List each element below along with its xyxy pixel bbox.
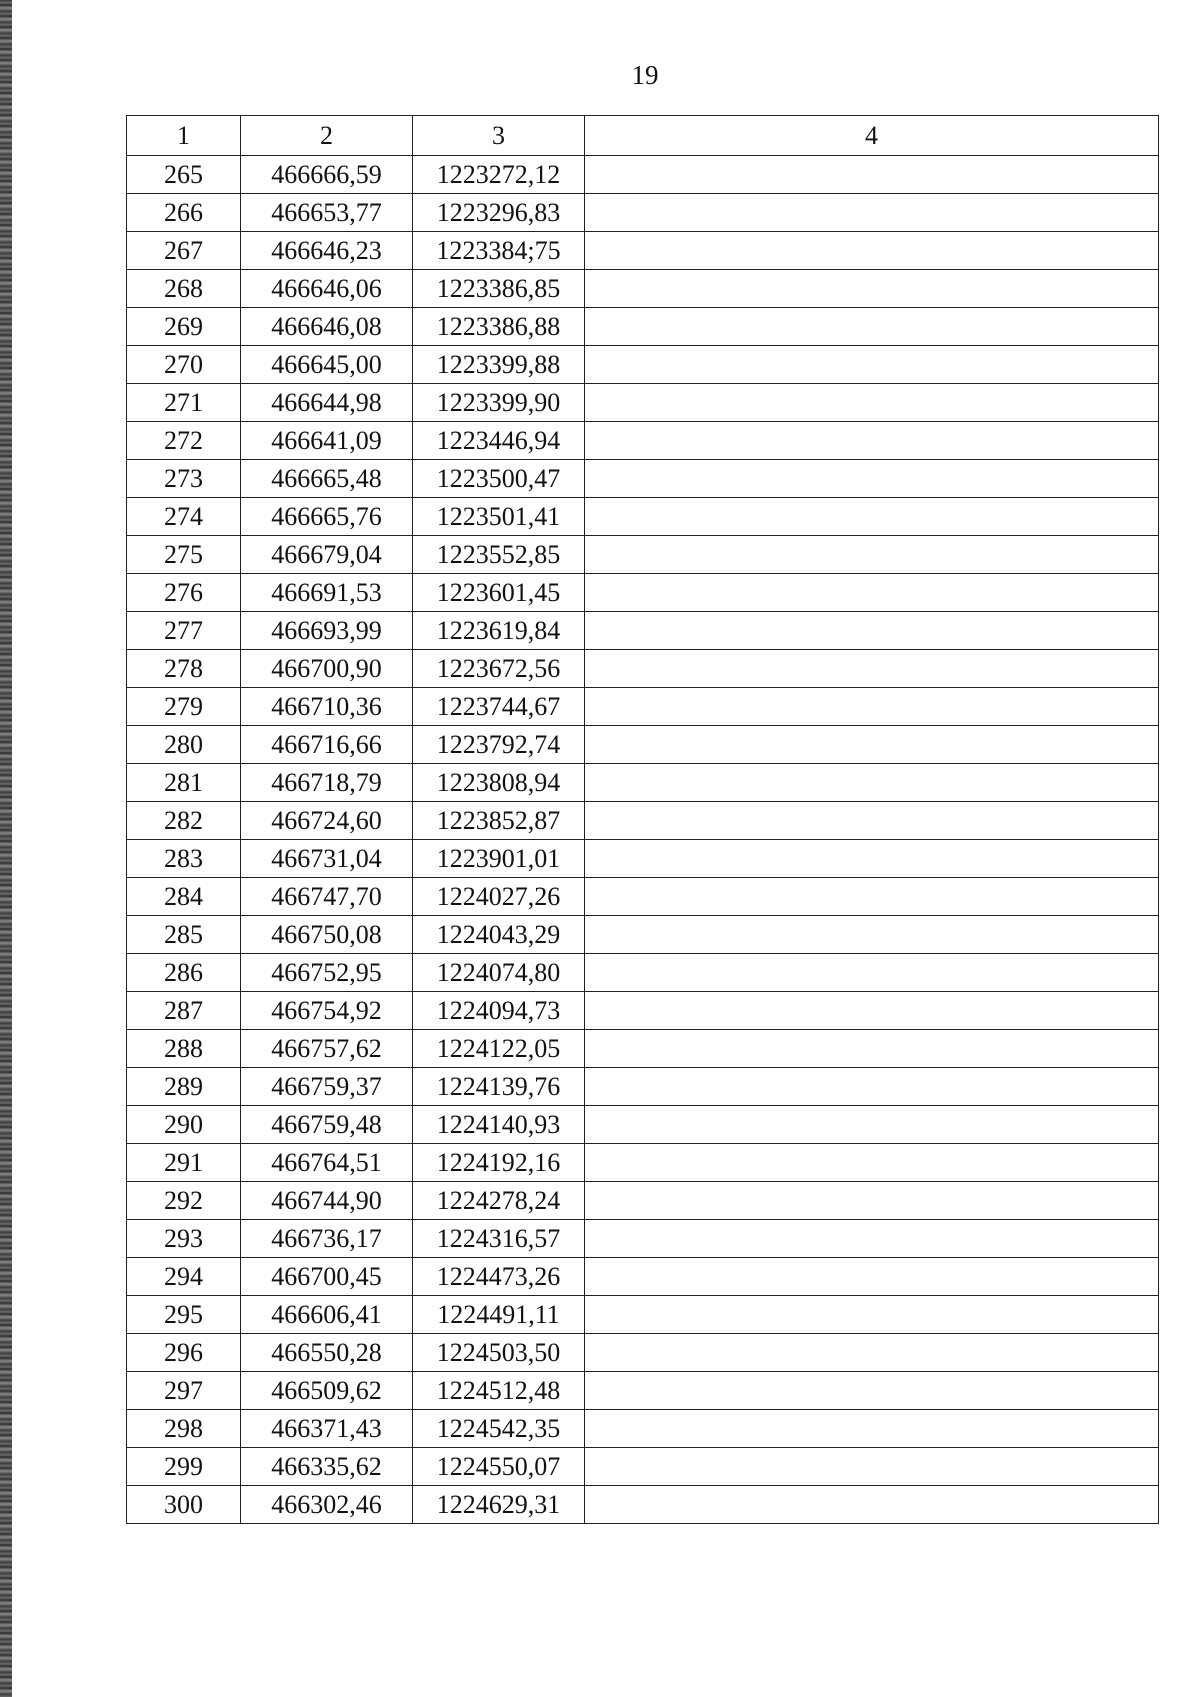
cell-y-coordinate: 1223601,45	[413, 574, 585, 612]
cell-y-coordinate: 1224512,48	[413, 1372, 585, 1410]
cell-note	[585, 764, 1159, 802]
cell-x-coordinate: 466371,43	[241, 1410, 413, 1448]
cell-x-coordinate: 466646,08	[241, 308, 413, 346]
cell-x-coordinate: 466691,53	[241, 574, 413, 612]
cell-y-coordinate: 1223500,47	[413, 460, 585, 498]
cell-y-coordinate: 1223852,87	[413, 802, 585, 840]
header-col-4: 4	[585, 116, 1159, 156]
cell-point-number: 293	[127, 1220, 241, 1258]
header-col-1: 1	[127, 116, 241, 156]
cell-y-coordinate: 1224192,16	[413, 1144, 585, 1182]
cell-y-coordinate: 1223501,41	[413, 498, 585, 536]
table-row	[127, 878, 1159, 916]
table-row	[127, 156, 1159, 194]
table-row	[127, 1296, 1159, 1334]
cell-point-number: 269	[127, 308, 241, 346]
cell-point-number: 276	[127, 574, 241, 612]
cell-x-coordinate: 466747,70	[241, 878, 413, 916]
cell-y-coordinate: 1224139,76	[413, 1068, 585, 1106]
cell-y-coordinate: 1224542,35	[413, 1410, 585, 1448]
cell-note	[585, 194, 1159, 232]
cell-y-coordinate: 1223384;75	[413, 232, 585, 270]
table-row	[127, 308, 1159, 346]
cell-note	[585, 574, 1159, 612]
cell-point-number: 290	[127, 1106, 241, 1144]
cell-point-number: 268	[127, 270, 241, 308]
cell-x-coordinate: 466754,92	[241, 992, 413, 1030]
table-row	[127, 802, 1159, 840]
table-row	[127, 612, 1159, 650]
cell-x-coordinate: 466646,06	[241, 270, 413, 308]
cell-note	[585, 1334, 1159, 1372]
cell-y-coordinate: 1223552,85	[413, 536, 585, 574]
cell-note	[585, 1144, 1159, 1182]
cell-point-number: 285	[127, 916, 241, 954]
cell-y-coordinate: 1224491,11	[413, 1296, 585, 1334]
cell-y-coordinate: 1223399,88	[413, 346, 585, 384]
cell-note	[585, 916, 1159, 954]
table-row	[127, 916, 1159, 954]
cell-x-coordinate: 466759,48	[241, 1106, 413, 1144]
cell-x-coordinate: 466606,41	[241, 1296, 413, 1334]
cell-note	[585, 384, 1159, 422]
cell-y-coordinate: 1223672,56	[413, 650, 585, 688]
cell-x-coordinate: 466731,04	[241, 840, 413, 878]
cell-y-coordinate: 1223792,74	[413, 726, 585, 764]
cell-point-number: 278	[127, 650, 241, 688]
cell-note	[585, 1372, 1159, 1410]
table-row	[127, 1182, 1159, 1220]
cell-point-number: 296	[127, 1334, 241, 1372]
cell-y-coordinate: 1224043,29	[413, 916, 585, 954]
cell-point-number: 266	[127, 194, 241, 232]
cell-note	[585, 954, 1159, 992]
cell-point-number: 291	[127, 1144, 241, 1182]
cell-x-coordinate: 466724,60	[241, 802, 413, 840]
cell-point-number: 275	[127, 536, 241, 574]
table-row	[127, 954, 1159, 992]
cell-point-number: 274	[127, 498, 241, 536]
cell-x-coordinate: 466653,77	[241, 194, 413, 232]
table-row	[127, 270, 1159, 308]
cell-note	[585, 1410, 1159, 1448]
cell-note	[585, 498, 1159, 536]
cell-x-coordinate: 466665,48	[241, 460, 413, 498]
cell-y-coordinate: 1223808,94	[413, 764, 585, 802]
cell-note	[585, 878, 1159, 916]
cell-y-coordinate: 1224550,07	[413, 1448, 585, 1486]
cell-note	[585, 992, 1159, 1030]
cell-x-coordinate: 466335,62	[241, 1448, 413, 1486]
cell-x-coordinate: 466693,99	[241, 612, 413, 650]
cell-x-coordinate: 466764,51	[241, 1144, 413, 1182]
cell-note	[585, 1220, 1159, 1258]
cell-y-coordinate: 1223386,88	[413, 308, 585, 346]
cell-x-coordinate: 466750,08	[241, 916, 413, 954]
cell-x-coordinate: 466710,36	[241, 688, 413, 726]
cell-x-coordinate: 466641,09	[241, 422, 413, 460]
cell-y-coordinate: 1223272,12	[413, 156, 585, 194]
cell-point-number: 282	[127, 802, 241, 840]
cell-y-coordinate: 1224074,80	[413, 954, 585, 992]
cell-y-coordinate: 1224027,26	[413, 878, 585, 916]
cell-note	[585, 612, 1159, 650]
cell-point-number: 280	[127, 726, 241, 764]
cell-x-coordinate: 466644,98	[241, 384, 413, 422]
cell-note	[585, 422, 1159, 460]
table-row	[127, 384, 1159, 422]
cell-note	[585, 308, 1159, 346]
cell-point-number: 271	[127, 384, 241, 422]
table-row	[127, 346, 1159, 384]
cell-x-coordinate: 466744,90	[241, 1182, 413, 1220]
cell-x-coordinate: 466718,79	[241, 764, 413, 802]
cell-note	[585, 1258, 1159, 1296]
cell-point-number: 295	[127, 1296, 241, 1334]
table-row	[127, 650, 1159, 688]
table-row	[127, 1372, 1159, 1410]
cell-x-coordinate: 466509,62	[241, 1372, 413, 1410]
cell-y-coordinate: 1224503,50	[413, 1334, 585, 1372]
cell-point-number: 279	[127, 688, 241, 726]
table-row	[127, 1334, 1159, 1372]
table-row	[127, 1448, 1159, 1486]
table-row	[127, 460, 1159, 498]
cell-y-coordinate: 1223901,01	[413, 840, 585, 878]
cell-point-number: 289	[127, 1068, 241, 1106]
cell-point-number: 284	[127, 878, 241, 916]
cell-note	[585, 688, 1159, 726]
cell-y-coordinate: 1223386,85	[413, 270, 585, 308]
cell-y-coordinate: 1223399,90	[413, 384, 585, 422]
cell-point-number: 281	[127, 764, 241, 802]
cell-note	[585, 840, 1159, 878]
cell-note	[585, 1486, 1159, 1524]
cell-y-coordinate: 1223296,83	[413, 194, 585, 232]
cell-y-coordinate: 1224629,31	[413, 1486, 585, 1524]
cell-point-number: 292	[127, 1182, 241, 1220]
table-row	[127, 1258, 1159, 1296]
cell-note	[585, 232, 1159, 270]
cell-x-coordinate: 466700,45	[241, 1258, 413, 1296]
cell-note	[585, 1106, 1159, 1144]
cell-note	[585, 802, 1159, 840]
cell-x-coordinate: 466302,46	[241, 1486, 413, 1524]
cell-y-coordinate: 1223744,67	[413, 688, 585, 726]
table-row	[127, 1144, 1159, 1182]
cell-point-number: 283	[127, 840, 241, 878]
table-row	[127, 194, 1159, 232]
cell-y-coordinate: 1224473,26	[413, 1258, 585, 1296]
table-row	[127, 536, 1159, 574]
cell-note	[585, 346, 1159, 384]
cell-note	[585, 1448, 1159, 1486]
table-row	[127, 422, 1159, 460]
cell-note	[585, 156, 1159, 194]
table-row	[127, 1106, 1159, 1144]
table-row	[127, 688, 1159, 726]
cell-note	[585, 1296, 1159, 1334]
cell-x-coordinate: 466736,17	[241, 1220, 413, 1258]
table-body	[127, 156, 1159, 1524]
cell-x-coordinate: 466757,62	[241, 1030, 413, 1068]
coordinates-table	[126, 115, 1159, 1524]
cell-x-coordinate: 466759,37	[241, 1068, 413, 1106]
cell-point-number: 267	[127, 232, 241, 270]
cell-point-number: 270	[127, 346, 241, 384]
cell-y-coordinate: 1224278,24	[413, 1182, 585, 1220]
header-col-2: 2	[241, 116, 413, 156]
table-row	[127, 232, 1159, 270]
table-row	[127, 1030, 1159, 1068]
table-row	[127, 840, 1159, 878]
cell-note	[585, 650, 1159, 688]
cell-note	[585, 270, 1159, 308]
cell-x-coordinate: 466716,66	[241, 726, 413, 764]
cell-x-coordinate: 466752,95	[241, 954, 413, 992]
cell-x-coordinate: 466646,23	[241, 232, 413, 270]
cell-note	[585, 1068, 1159, 1106]
cell-x-coordinate: 466679,04	[241, 536, 413, 574]
cell-point-number: 286	[127, 954, 241, 992]
cell-point-number: 265	[127, 156, 241, 194]
table-row	[127, 1220, 1159, 1258]
header-col-3: 3	[413, 116, 585, 156]
table-row	[127, 1486, 1159, 1524]
cell-x-coordinate: 466550,28	[241, 1334, 413, 1372]
cell-point-number: 297	[127, 1372, 241, 1410]
cell-note	[585, 460, 1159, 498]
table-row	[127, 1410, 1159, 1448]
table-row	[127, 1068, 1159, 1106]
cell-y-coordinate: 1224122,05	[413, 1030, 585, 1068]
table-header-row	[127, 116, 1159, 156]
cell-point-number: 298	[127, 1410, 241, 1448]
cell-point-number: 272	[127, 422, 241, 460]
cell-y-coordinate: 1224316,57	[413, 1220, 585, 1258]
table-row	[127, 764, 1159, 802]
cell-point-number: 299	[127, 1448, 241, 1486]
cell-note	[585, 726, 1159, 764]
page-number: 19	[631, 60, 659, 90]
cell-x-coordinate: 466665,76	[241, 498, 413, 536]
cell-note	[585, 536, 1159, 574]
cell-point-number: 277	[127, 612, 241, 650]
scan-edge	[0, 0, 12, 1697]
cell-point-number: 287	[127, 992, 241, 1030]
cell-x-coordinate: 466700,90	[241, 650, 413, 688]
cell-point-number: 294	[127, 1258, 241, 1296]
cell-note	[585, 1030, 1159, 1068]
table-row	[127, 992, 1159, 1030]
cell-point-number: 273	[127, 460, 241, 498]
table-row	[127, 498, 1159, 536]
cell-y-coordinate: 1224094,73	[413, 992, 585, 1030]
cell-point-number: 288	[127, 1030, 241, 1068]
table-row	[127, 726, 1159, 764]
cell-note	[585, 1182, 1159, 1220]
cell-y-coordinate: 1223446,94	[413, 422, 585, 460]
cell-point-number: 300	[127, 1486, 241, 1524]
cell-y-coordinate: 1224140,93	[413, 1106, 585, 1144]
cell-x-coordinate: 466645,00	[241, 346, 413, 384]
cell-y-coordinate: 1223619,84	[413, 612, 585, 650]
table-row	[127, 574, 1159, 612]
cell-x-coordinate: 466666,59	[241, 156, 413, 194]
